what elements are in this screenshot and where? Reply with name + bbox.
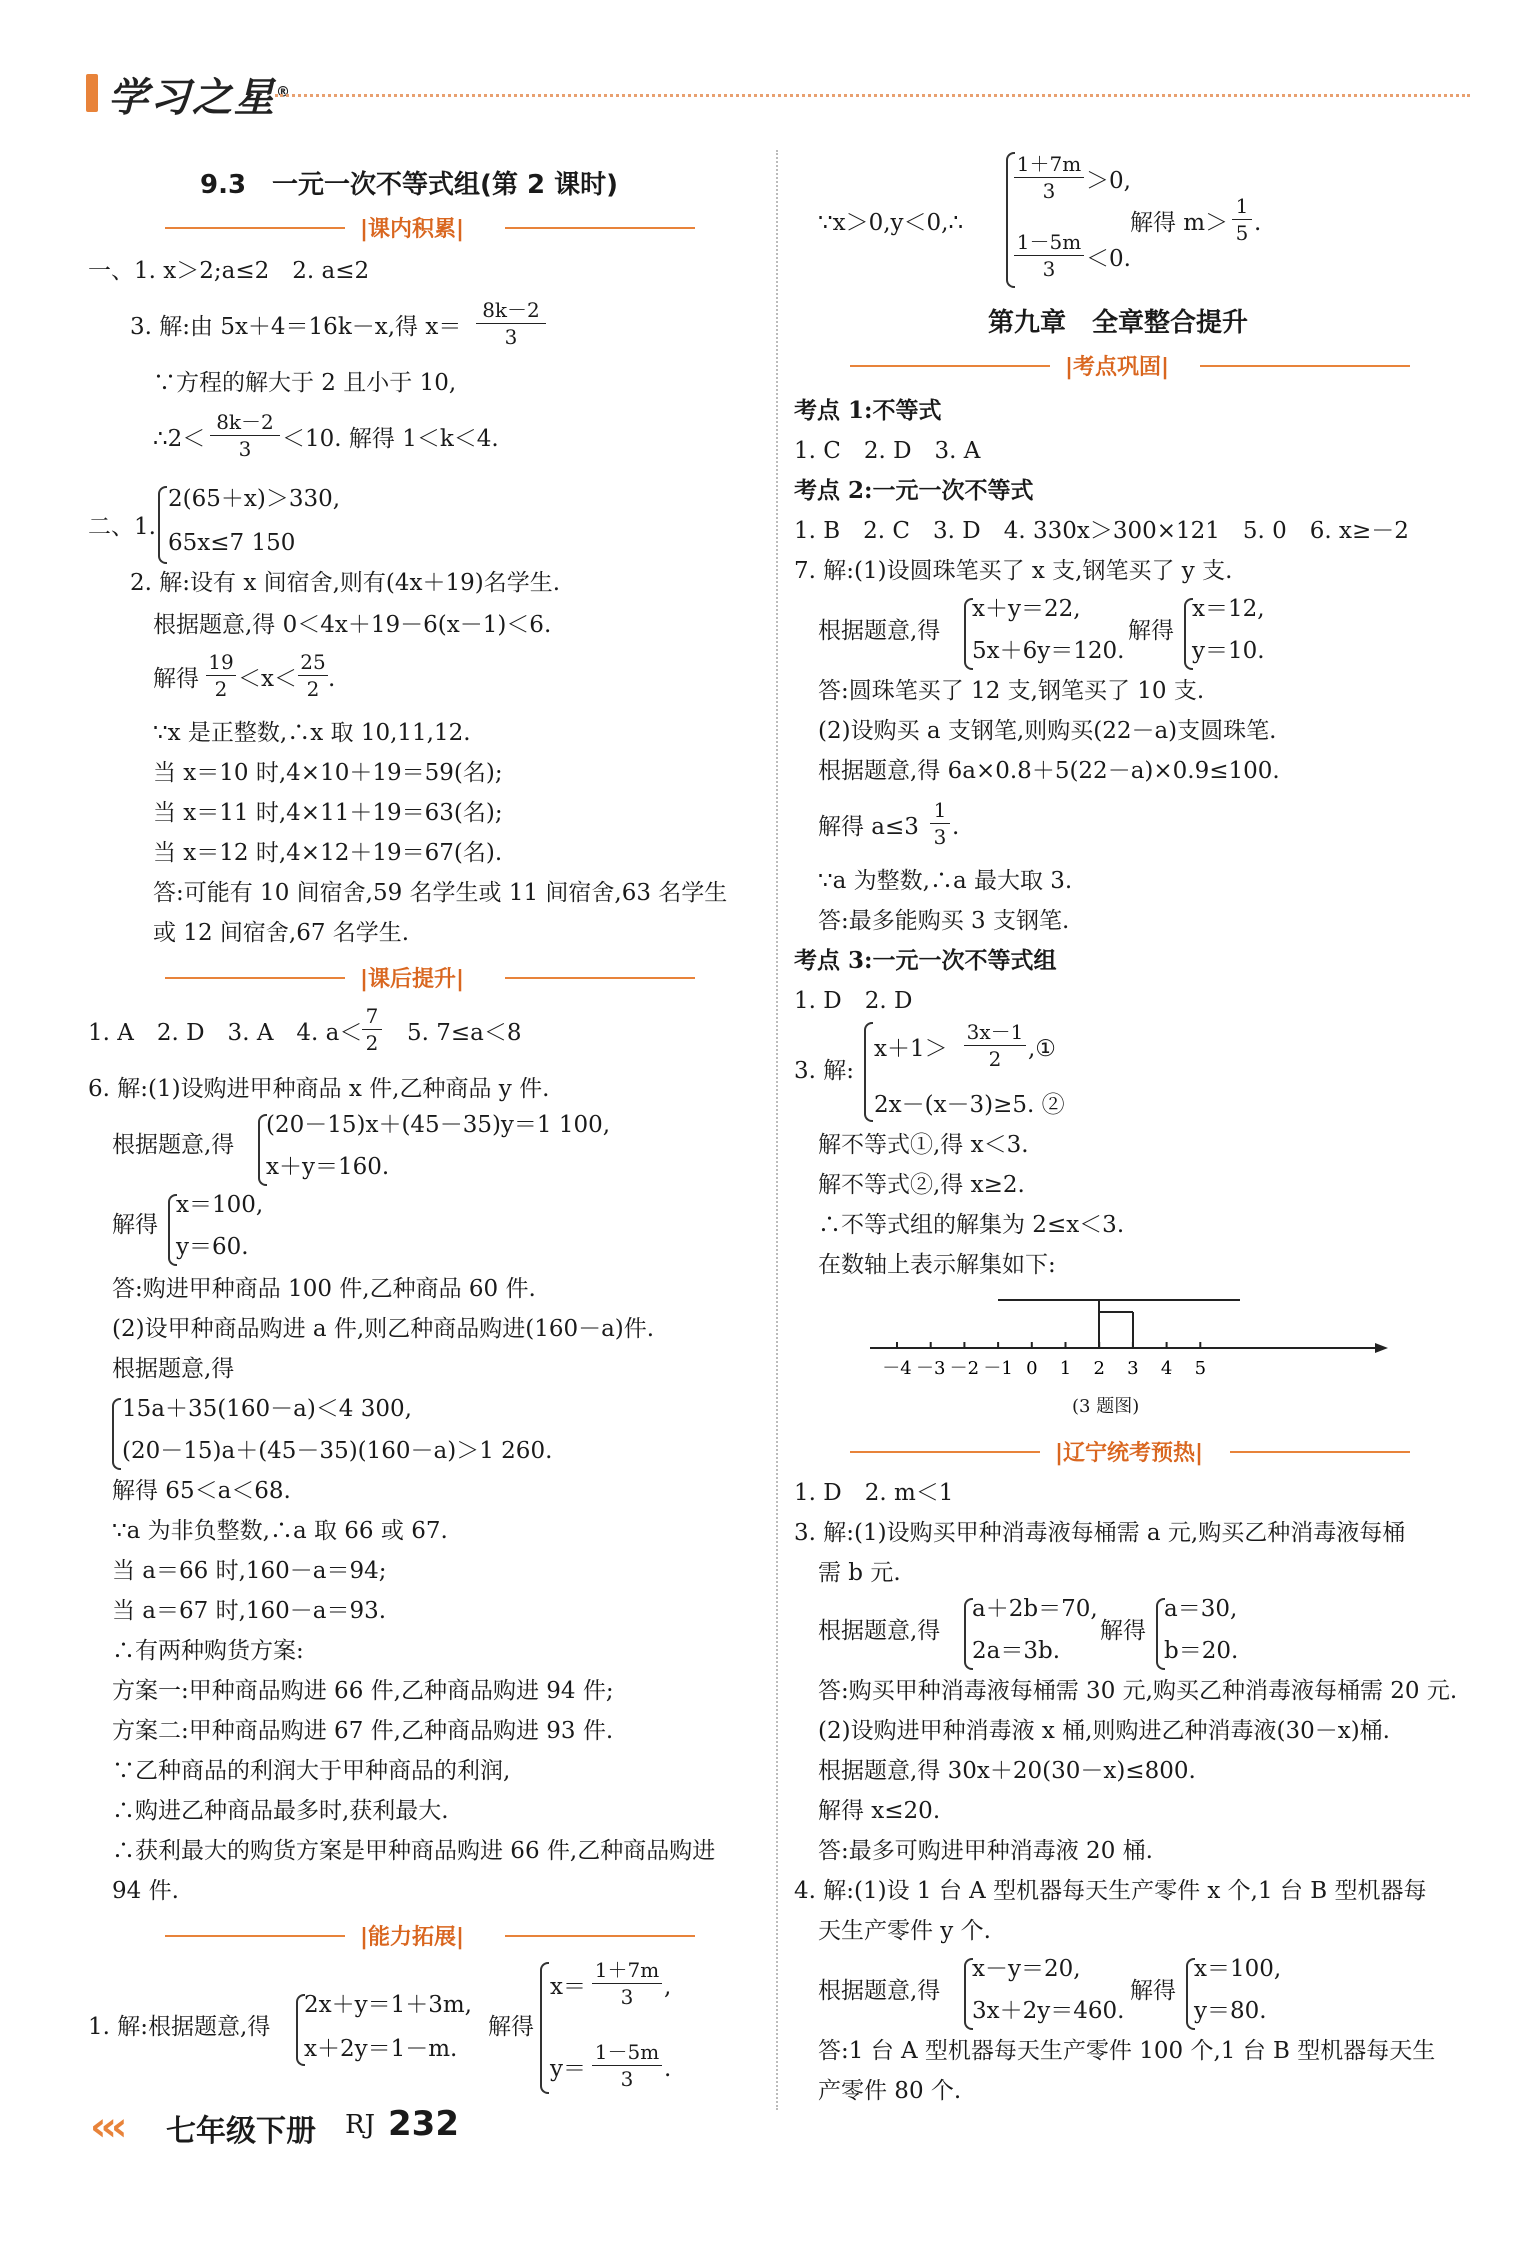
answer-line: ∴购进乙种商品最多时,获利最大. — [112, 1798, 449, 1824]
answer-line: 根据题意,得 6a×0.8＋5(22－a)×0.9≤100. — [818, 758, 1280, 784]
answer-line: 1. C 2. D 3. A — [794, 438, 981, 464]
answer-line: 1. 解:根据题意,得 — [88, 2014, 271, 2040]
answer-line: 当 a＝66 时,160－a＝94; — [112, 1558, 387, 1584]
section-header-after-class: |课后提升| — [165, 962, 695, 992]
answer-line: 解得 — [112, 1212, 158, 1238]
equation: 2a＝3b. — [972, 1638, 1061, 1664]
answer-line: 在数轴上表示解集如下: — [818, 1252, 1056, 1278]
axis-tick-label: 0 — [1026, 1358, 1038, 1379]
brace — [864, 1022, 873, 1122]
equation: x＝100, — [1194, 1956, 1282, 1982]
fraction: 19 2 — [206, 650, 236, 701]
equation: (20－15)a＋(45－35)(160－a)＞1 260. — [122, 1438, 553, 1464]
answer-line: 解不等式①,得 x＜3. — [818, 1132, 1029, 1158]
answer-line: 5. 7≤a＜8 — [384, 1020, 522, 1046]
answer-line: (2)设甲种商品购进 a 件,则乙种商品购进(160－a)件. — [112, 1316, 655, 1342]
brand-logo: 学习之星® — [108, 75, 292, 121]
answer-line: . — [664, 2056, 672, 2082]
answer-line: 答:最多能购买 3 支钢笔. — [818, 908, 1070, 934]
answer-line: 需 b 元. — [818, 1560, 901, 1586]
answer-line: 解得 — [153, 666, 199, 692]
answer-line: 1. B 2. C 3. D 4. 330x＞300×121 5. 0 6. x≥－2 — [794, 518, 1409, 544]
fraction: 1＋7m 3 — [1014, 152, 1084, 203]
equation: 15a＋35(160－a)＜4 300, — [122, 1396, 412, 1422]
axis-tick-label: 1 — [1059, 1358, 1072, 1379]
answer-line: ＜0. — [1086, 246, 1131, 272]
answer-line: 当 x＝11 时,4×11＋19＝63(名); — [153, 800, 503, 826]
number-line-figure — [870, 1290, 1410, 1390]
answer-line: 根据题意,得 0＜4x＋19－6(x－1)＜6. — [153, 612, 552, 638]
equation: 3x＋2y＝460. — [972, 1998, 1125, 2024]
equation: y＝60. — [176, 1234, 249, 1260]
chapter-title: 第九章 全章整合提升 — [988, 308, 1249, 338]
fraction: 7 2 — [362, 1004, 382, 1055]
answer-line: 解得 x≤20. — [818, 1798, 941, 1824]
answer-line: . — [952, 814, 960, 840]
fraction: 1＋7m 3 — [592, 1958, 662, 2009]
answer-line: 解不等式②,得 x≥2. — [818, 1172, 1025, 1198]
answer-line: 解得 m＞ — [1130, 210, 1229, 236]
fraction: 1 3 — [930, 798, 950, 849]
fraction: 25 2 — [298, 650, 328, 701]
axis-tick-label: －1 — [983, 1358, 1013, 1379]
answer-line: ∴有两种购货方案: — [112, 1638, 304, 1664]
equation: 2x－(x－3)≥5. ② — [874, 1092, 1065, 1118]
equation: b＝20. — [1164, 1638, 1239, 1664]
fraction: 1 5 — [1232, 194, 1252, 245]
answer-line: ∵x＞0,y＜0,∴ — [818, 210, 964, 236]
answer-line: ＜x＜ — [238, 666, 297, 692]
answer-line: 解得 — [1100, 1618, 1146, 1644]
answer-line: 3. 解:由 5x＋4＝16k－x,得 x＝ — [130, 314, 462, 340]
answer-line: 3. 解: — [794, 1058, 855, 1084]
equation: x＋1＞ — [874, 1036, 948, 1062]
axis-tick-label: 4 — [1160, 1358, 1173, 1379]
grade-label: 七年级下册 — [166, 2114, 316, 2149]
answer-line: ∴获利最大的购货方案是甲种商品购进 66 件,乙种商品购进 — [112, 1838, 716, 1864]
axis-tick-label: 3 — [1127, 1358, 1139, 1379]
equation: x＝ — [550, 1974, 586, 2000]
answer-line: 解得 a≤3 — [818, 814, 919, 840]
answer-line: 答:最多可购进甲种消毒液 20 桶. — [818, 1838, 1153, 1864]
answer-line: 答:可能有 10 间宿舍,59 名学生或 11 间宿舍,63 名学生 — [153, 880, 728, 906]
equation: x＋y＝160. — [266, 1154, 390, 1180]
axis-tick-label: 5 — [1194, 1358, 1207, 1379]
section-title: 9.3 一元一次不等式组(第 2 课时) — [200, 170, 619, 200]
answer-line: 94 件. — [112, 1878, 179, 1904]
answer-line: ＜10. 解得 1＜k＜4. — [282, 426, 499, 452]
brace — [112, 1398, 121, 1470]
answer-line: . — [1254, 210, 1262, 236]
equation: x＝100, — [176, 1192, 264, 1218]
equation: y＝80. — [1194, 1998, 1267, 2024]
fraction: 1－5m 3 — [592, 2040, 662, 2091]
section-header-extension: |能力拓展| — [165, 1920, 695, 1950]
equation: 2x＋y＝1＋3m, — [304, 1992, 472, 2018]
answer-line: 当 x＝12 时,4×12＋19＝67(名). — [153, 840, 503, 866]
answer-line: 解得 — [1128, 618, 1174, 644]
equation: 5x＋6y＝120. — [972, 638, 1125, 664]
equation: y＝10. — [1192, 638, 1265, 664]
answer-line: 3. 解:(1)设购买甲种消毒液每桶需 a 元,购买乙种消毒液每桶 — [794, 1520, 1406, 1546]
header-dotted-rule — [275, 94, 1470, 97]
answer-line: 答:1 台 A 型机器每天生产零件 100 个,1 台 B 型机器每天生 — [818, 2038, 1436, 2064]
answer-line: 根据题意,得 30x＋20(30－x)≤800. — [818, 1758, 1196, 1784]
answer-line: ∴不等式组的解集为 2≤x＜3. — [818, 1212, 1125, 1238]
axis-tick-label: －4 — [882, 1358, 912, 1379]
answer-line: , — [664, 1974, 672, 2000]
equation: a＝30, — [1164, 1596, 1238, 1622]
equation: ,① — [1028, 1036, 1056, 1062]
equation: x－y＝20, — [972, 1956, 1081, 1982]
answer-line: 解得 65＜a＜68. — [112, 1478, 291, 1504]
answer-line: 二、1. — [88, 514, 156, 540]
answer-line: (2)设购买 a 支钢笔,则购买(22－a)支圆珠笔. — [818, 718, 1277, 744]
fraction: 8k－2 3 — [476, 298, 546, 349]
column-divider — [776, 150, 778, 2110]
answer-line: 答:购进甲种商品 100 件,乙种商品 60 件. — [112, 1276, 536, 1302]
answer-line: ＞0, — [1086, 168, 1131, 194]
chevron-left-icon: ‹‹‹ — [90, 2104, 122, 2150]
edition-label: RJ — [345, 2110, 375, 2140]
answer-line: 根据题意,得 — [818, 1618, 941, 1644]
fraction: 8k－2 3 — [210, 410, 280, 461]
axis-tick-label: －2 — [949, 1358, 980, 1379]
fraction: 1－5m 3 — [1014, 230, 1084, 281]
answer-line: ∴2＜ — [153, 426, 206, 452]
answer-line: 根据题意,得 — [818, 618, 941, 644]
answer-line: 1. D 2. D — [794, 988, 913, 1014]
answer-line: 一、1. x＞2;a≤2 2. a≤2 — [88, 258, 370, 284]
answer-line: 根据题意,得 — [818, 1978, 941, 2004]
equation: 2(65＋x)＞330, — [168, 486, 341, 512]
answer-line: 6. 解:(1)设购进甲种商品 x 件,乙种商品 y 件. — [88, 1076, 550, 1102]
answer-line: 解得 — [1130, 1978, 1176, 2004]
section-header-liaoning: |辽宁统考预热| — [850, 1436, 1410, 1466]
answer-line: . — [328, 666, 336, 692]
brace — [158, 486, 167, 564]
answer-line: 天生产零件 y 个. — [818, 1918, 991, 1944]
answer-line: 答:圆珠笔买了 12 支,钢笔买了 10 支. — [818, 678, 1205, 704]
section-header-in-class: |课内积累| — [165, 212, 695, 242]
equation: 65x≤7 150 — [168, 530, 296, 556]
key-point-heading: 考点 2:一元一次不等式 — [794, 477, 1034, 504]
page-number: 232 — [388, 2104, 459, 2144]
header-accent-bar — [86, 74, 98, 112]
answer-line: (2)设购进甲种消毒液 x 桶,则购进乙种消毒液(30－x)桶. — [818, 1718, 1390, 1744]
figure-caption: (3 题图) — [1072, 1396, 1140, 1417]
answer-line: ∵a 为整数,∴a 最大取 3. — [818, 868, 1073, 894]
fraction: 3x－1 2 — [964, 1020, 1026, 1071]
answer-line: 当 x＝10 时,4×10＋19＝59(名); — [153, 760, 503, 786]
answer-line: 解得 — [488, 2014, 534, 2040]
equation: x＋2y＝1－m. — [304, 2036, 458, 2062]
equation: a＋2b＝70, — [972, 1596, 1098, 1622]
answer-line: ∵x 是正整数,∴x 取 10,11,12. — [153, 720, 471, 746]
answer-line: 方案一:甲种商品购进 66 件,乙种商品购进 94 件; — [112, 1678, 614, 1704]
key-point-heading: 考点 1:不等式 — [794, 397, 942, 424]
answer-line: 或 12 间宿舍,67 名学生. — [153, 920, 410, 946]
equation: y＝ — [550, 2056, 586, 2082]
answer-line: 1. D 2. m＜1 — [794, 1480, 954, 1506]
equation: (20－15)x＋(45－35)y＝1 100, — [266, 1112, 611, 1138]
section-header-key-points: |考点巩固| — [850, 350, 1410, 380]
answer-line: 1. A 2. D 3. A 4. a＜ — [88, 1020, 363, 1046]
answer-line: 根据题意,得 — [112, 1356, 235, 1382]
answer-line: 2. 解:设有 x 间宿舍,则有(4x＋19)名学生. — [130, 570, 561, 596]
answer-line: 4. 解:(1)设 1 台 A 型机器每天生产零件 x 个,1 台 B 型机器每 — [794, 1878, 1427, 1904]
answer-line: ∵a 为非负整数,∴a 取 66 或 67. — [112, 1518, 448, 1544]
equation: x＋y＝22, — [972, 596, 1081, 622]
answer-line: 方案二:甲种商品购进 67 件,乙种商品购进 93 件. — [112, 1718, 614, 1744]
brace — [540, 1962, 549, 2094]
answer-line: 根据题意,得 — [112, 1132, 235, 1158]
answer-line: 答:购买甲种消毒液每桶需 30 元,购买乙种消毒液每桶需 20 元. — [818, 1678, 1458, 1704]
key-point-heading: 考点 3:一元一次不等式组 — [794, 947, 1057, 974]
answer-line: 产零件 80 个. — [818, 2078, 962, 2104]
axis-tick-label: －3 — [915, 1358, 946, 1379]
answer-line: ∵乙种商品的利润大于甲种商品的利润, — [112, 1758, 511, 1784]
axis-tick-label: 2 — [1093, 1358, 1105, 1379]
equation: x＝12, — [1192, 596, 1265, 622]
answer-line: ∵方程的解大于 2 且小于 10, — [153, 370, 457, 396]
answer-line: 当 a＝67 时,160－a＝93. — [112, 1598, 387, 1624]
answer-line: 7. 解:(1)设圆珠笔买了 x 支,钢笔买了 y 支. — [794, 558, 1233, 584]
